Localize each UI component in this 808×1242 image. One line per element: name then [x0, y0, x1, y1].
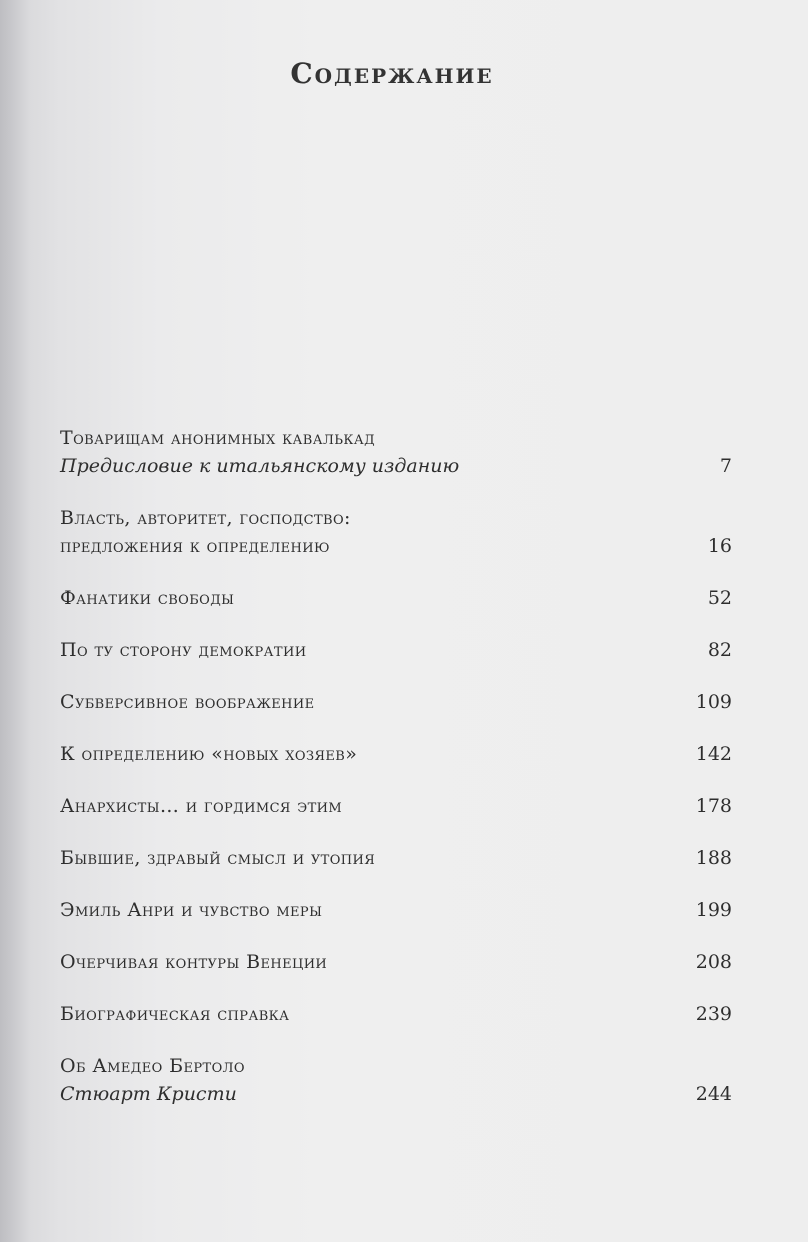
entry-subtitle: Стюарт Кристи [60, 1083, 237, 1105]
toc-entry [60, 740, 732, 768]
entry-page-number: 7 [719, 455, 732, 477]
entry-title: Товарищам анонимных кавалькад [60, 427, 376, 449]
toc-entry [60, 1052, 732, 1108]
entry-page-number: 52 [707, 587, 732, 609]
entry-title: Эмиль Анри и чувство меры [60, 899, 323, 921]
toc-entry [60, 424, 732, 480]
entry-title: Об Амедео Бертоло [60, 1055, 245, 1077]
entry-title: Субверсивное воображение [60, 691, 315, 713]
entry-title: Очерчивая контуры Венеции [60, 951, 328, 973]
entry-page-number: 109 [695, 691, 732, 713]
entry-title: Фанатики свободы [60, 587, 235, 609]
entry-page-number: 244 [695, 1083, 732, 1105]
entry-page-number: 208 [695, 951, 732, 973]
entry-page-number: 16 [707, 535, 732, 557]
table-of-contents [60, 424, 732, 1108]
toc-entry [60, 1000, 732, 1028]
toc-entry [60, 688, 732, 716]
page-title: Содержание [290, 56, 494, 90]
entry-page-number: 199 [695, 899, 732, 921]
entry-title: Власть, авторитет, господство: [60, 507, 351, 529]
entry-title: Бывшие, здравый смысл и утопия [60, 847, 376, 869]
toc-entry [60, 896, 732, 924]
toc-entry [60, 844, 732, 872]
toc-entry [60, 504, 732, 560]
toc-entry [60, 948, 732, 976]
entry-page-number: 82 [707, 639, 732, 661]
entry-subtitle: Предисловие к итальянскому изданию [60, 455, 460, 477]
entry-page-number: 239 [695, 1003, 732, 1025]
entry-page-number: 142 [695, 743, 732, 765]
entry-title: По ту сторону демократии [60, 639, 307, 661]
entry-page-number: 188 [695, 847, 732, 869]
entry-title: Биографическая справка [60, 1003, 290, 1025]
toc-entry [60, 636, 732, 664]
toc-entry [60, 792, 732, 820]
spine-shadow [0, 0, 30, 1242]
entry-title: Анархисты… и гордимся этим [60, 795, 343, 817]
entry-page-number: 178 [695, 795, 732, 817]
toc-entry [60, 584, 732, 612]
entry-title: К определению «новых хозяев» [60, 743, 358, 765]
entry-title-continued: предложения к определению [60, 535, 330, 557]
